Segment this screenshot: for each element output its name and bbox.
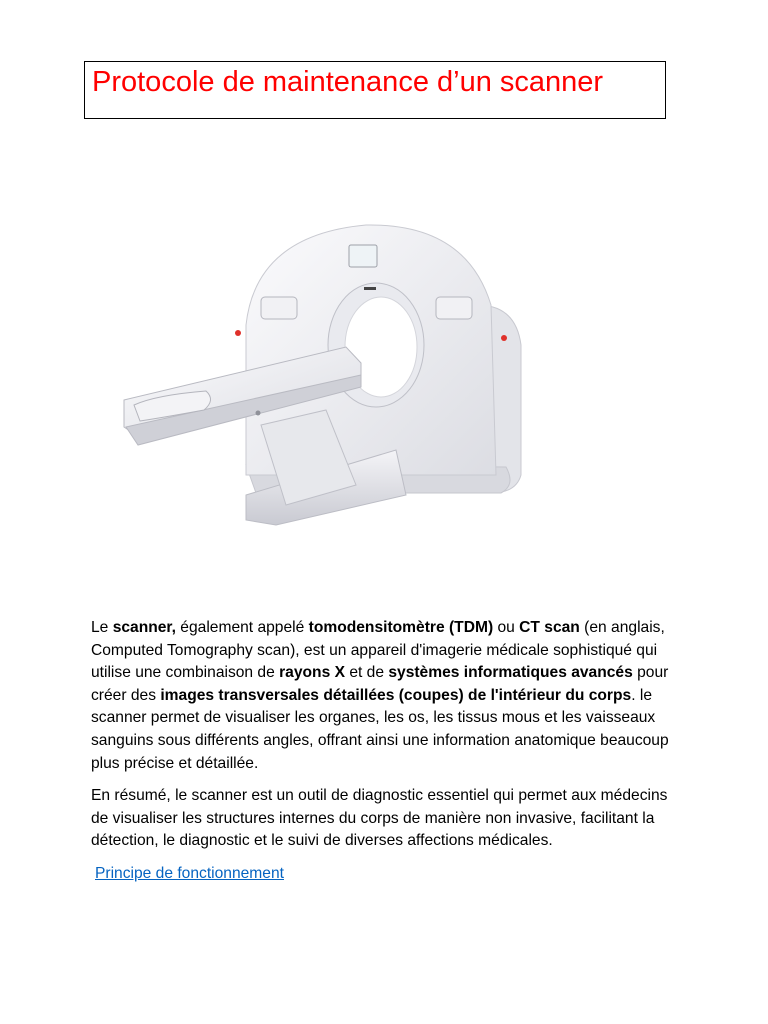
ct-scanner-figure [96, 195, 546, 555]
principe-link[interactable]: Principe de fonctionnement [95, 864, 284, 882]
text-segment: . le scanner permet de visualiser les organes, les os, les tissus mous et les vaisseaux sanguins sous différents angles, offrant ainsi une information anatomique beaucoup plus précise et détaillée. [91, 686, 669, 772]
term-systemes: systèmes informatiques avancés [388, 664, 633, 682]
term-scanner: scanner, [112, 619, 176, 636]
term-tdm: tomodensitomètre (TDM) [308, 619, 494, 636]
text-segment: (en anglais, Computed Tomography scan), est un appareil d'imagerie médicale sophistiqué qui utilise une combinaison de [91, 619, 665, 682]
term-images: images transversales détaillées (coupes) de l'intérieur du corps [160, 686, 632, 704]
term-rayons-x: rayons X [279, 664, 345, 682]
intro-paragraph [91, 617, 681, 775]
page-title: Protocole de maintenance d’un scanner [92, 66, 604, 98]
term-ct-scan: CT scan [519, 619, 580, 636]
ct-scanner-illustration-icon [96, 195, 546, 555]
text-segment: également appelé [175, 619, 309, 636]
text-segment: ou [493, 619, 520, 636]
summary-paragraph: En résumé, le scanner est un outil de diagnostic essentiel qui permet aux médecins de visualiser les structures internes du corps de manière non invasive, facilitant la détection, le diagnostic et le suivi de diverses affections médicales. [91, 787, 668, 850]
text-segment: pour créer des [91, 664, 669, 704]
text-segment: Le [91, 619, 113, 636]
title-box [84, 61, 666, 119]
text-segment: et de [344, 664, 389, 682]
body-text [91, 617, 681, 886]
